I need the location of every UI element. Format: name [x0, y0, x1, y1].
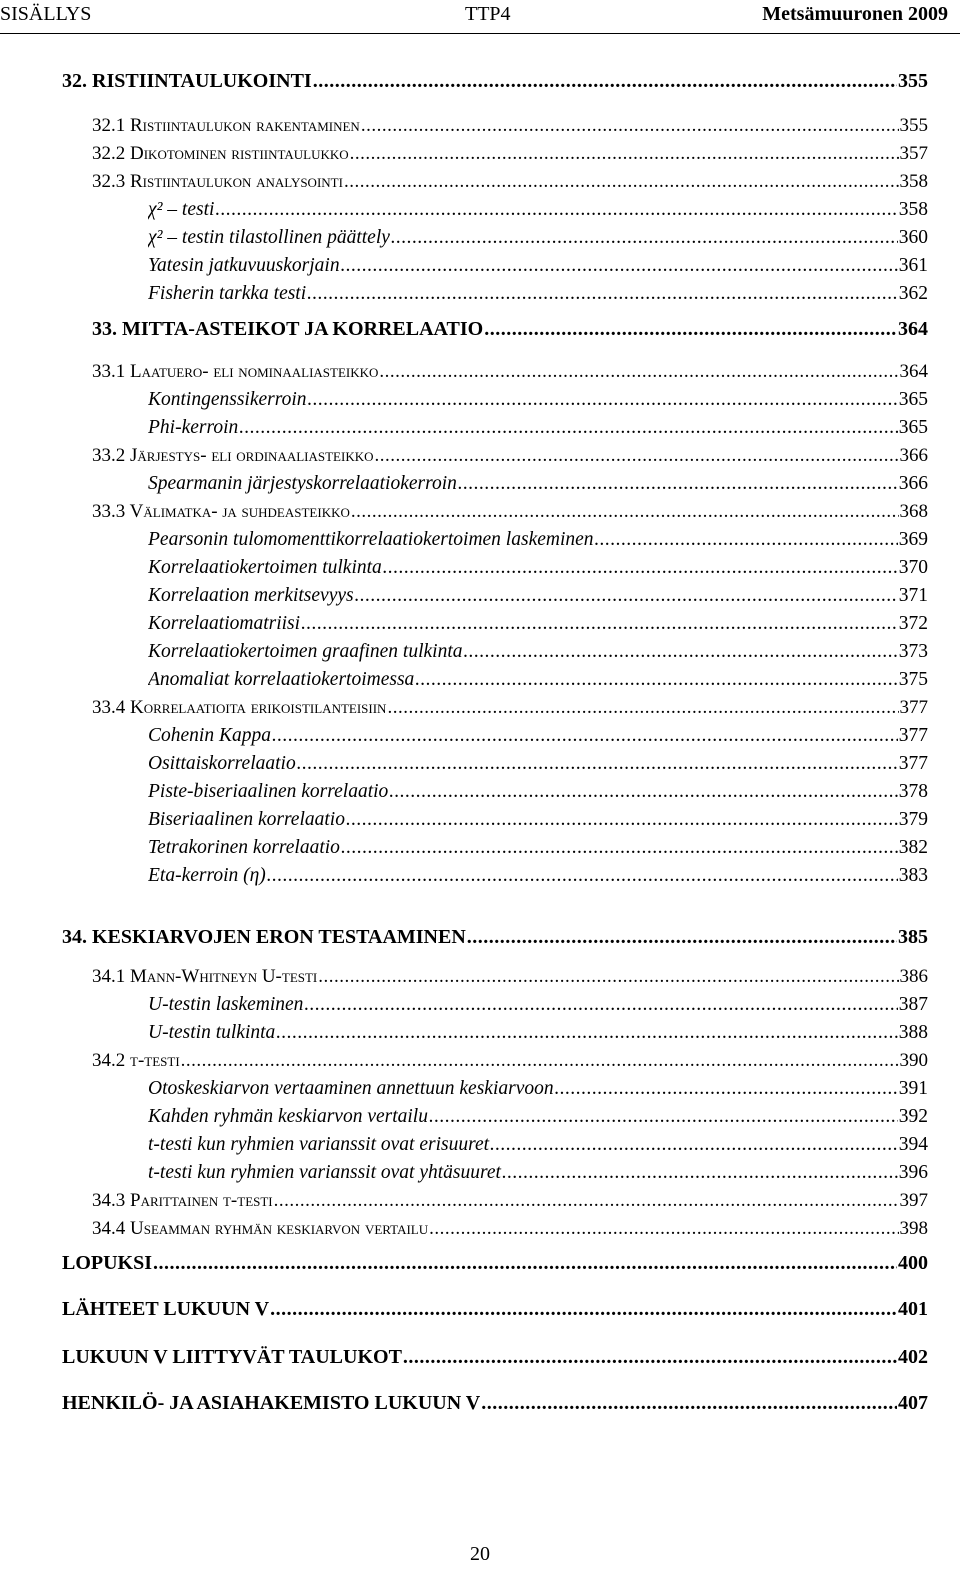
- toc-entry-title: Anomaliat korrelaatiokertoimessa: [148, 669, 415, 690]
- toc-entry[interactable]: [148, 837, 928, 859]
- toc-entry-page: 388: [898, 1022, 928, 1043]
- toc-leader-dots: [153, 1252, 897, 1275]
- toc-entry-page: 369: [898, 529, 928, 550]
- toc-entry[interactable]: [92, 143, 928, 165]
- toc-entry-title: 34.4 Useamman ryhmän keskiarvon vertailu: [92, 1218, 429, 1239]
- toc-leader-dots: [318, 966, 898, 988]
- toc-entry-page: 355: [899, 115, 928, 136]
- toc-entry-page: 390: [899, 1050, 928, 1071]
- toc-entry-title: 32.3 Ristiintaulukon analysointi: [92, 171, 343, 192]
- toc-entry[interactable]: [148, 585, 928, 607]
- toc-entry-page: 400: [898, 1252, 928, 1274]
- toc-leader-dots: [484, 318, 897, 341]
- toc-leader-dots: [215, 199, 897, 221]
- toc-entry[interactable]: [92, 966, 928, 988]
- toc-entry-title: Korrelaation merkitsevyys: [148, 585, 354, 606]
- toc-leader-dots: [481, 1392, 897, 1415]
- toc-entry-title: 32. RISTIINTAULUKOINTI: [62, 70, 312, 92]
- toc-entry-title: Fisherin tarkka testi: [148, 283, 307, 304]
- toc-entry-title: 33.1 Laatuero- eli nominaaliasteikko: [92, 361, 379, 382]
- toc-entry-title: Kontingenssikerroin: [148, 389, 307, 410]
- toc-entry-title: 32.1 Ristiintaulukon rakentaminen: [92, 115, 360, 136]
- toc-entry-title: Korrelaatiokertoimen tulkinta: [148, 557, 382, 578]
- toc-entry-page: 377: [898, 753, 928, 774]
- header-divider: [0, 33, 960, 34]
- toc-entry-page: 373: [898, 641, 928, 662]
- toc-leader-dots: [307, 283, 898, 305]
- toc-entry[interactable]: [148, 669, 928, 691]
- toc-entry-page: 372: [898, 613, 928, 634]
- toc-leader-dots: [490, 1134, 898, 1156]
- toc-leader-dots: [301, 613, 898, 635]
- toc-leader-dots: [429, 1106, 898, 1128]
- toc-leader-dots: [351, 501, 899, 523]
- toc-entry-page: 392: [898, 1106, 928, 1127]
- toc-entry-title: LUKUUN V LIITTYVÄT TAULUKOT: [62, 1346, 402, 1368]
- toc-leader-dots: [297, 753, 898, 775]
- toc-entry-page: 385: [898, 926, 928, 948]
- toc-entry-page: 366: [899, 445, 928, 466]
- toc-leader-dots: [361, 115, 899, 137]
- toc-entry-title: Yatesin jatkuvuuskorjain: [148, 255, 340, 276]
- toc-entry[interactable]: [148, 641, 928, 663]
- toc-entry-title: Kahden ryhmän keskiarvon vertailu: [148, 1106, 428, 1127]
- toc-entry-title: Tetrakorinen korrelaatio: [148, 837, 340, 858]
- toc-entry-page: 364: [899, 361, 928, 382]
- toc-leader-dots: [276, 1022, 897, 1044]
- toc-entry-page: 407: [898, 1392, 928, 1414]
- toc-leader-dots: [383, 557, 898, 579]
- toc-entry-page: 375: [898, 669, 928, 690]
- toc-entry-page: 401: [898, 1298, 928, 1320]
- toc-entry-page: 358: [899, 171, 928, 192]
- toc-entry-title: Cohenin Kappa: [148, 725, 271, 746]
- toc-entry-title: Phi-kerroin: [148, 417, 239, 438]
- toc-entry[interactable]: [148, 199, 928, 221]
- toc-entry-title: 33.3 Välimatka- ja suhdeasteikko: [92, 501, 350, 522]
- toc-entry-page: 397: [899, 1190, 928, 1211]
- toc-entry[interactable]: [92, 1050, 928, 1072]
- toc-entry-page: 364: [898, 318, 928, 340]
- toc-entry-page: 383: [898, 865, 928, 886]
- toc-leader-dots: [313, 70, 897, 93]
- toc-entry-page: 379: [898, 809, 928, 830]
- toc-entry-page: 377: [899, 697, 928, 718]
- toc-entry-page: 377: [898, 725, 928, 746]
- toc-leader-dots: [341, 255, 898, 277]
- header-author-year: Metsämuuronen 2009: [762, 3, 948, 25]
- toc-entry[interactable]: [92, 361, 928, 383]
- toc-entry-title: 32.2 Dikotominen ristiintaulukko: [92, 143, 349, 164]
- toc-entry-page: 360: [898, 227, 928, 248]
- toc-entry[interactable]: [92, 171, 928, 193]
- toc-entry[interactable]: [148, 753, 928, 775]
- toc-entry-title: t-testi kun ryhmien varianssit ovat yhtäsuuret: [148, 1162, 501, 1183]
- toc-leader-dots: [458, 473, 898, 495]
- toc-entry[interactable]: [148, 1022, 928, 1044]
- running-header: [0, 0, 960, 34]
- toc-leader-dots: [403, 1346, 897, 1369]
- toc-entry-title: HENKILÖ- JA ASIAHAKEMISTO LUKUUN V: [62, 1392, 481, 1414]
- toc-leader-dots: [181, 1050, 899, 1072]
- toc-entry[interactable]: [62, 1298, 928, 1321]
- toc-entry[interactable]: [92, 115, 928, 137]
- toc-entry-title: χ² – testin tilastollinen päättely: [148, 227, 390, 248]
- toc-entry[interactable]: [148, 389, 928, 411]
- toc-entry[interactable]: [62, 926, 928, 949]
- toc-entry-page: 387: [898, 994, 928, 1015]
- toc-leader-dots: [464, 641, 898, 663]
- toc-entry-title: Piste-biseriaalinen korrelaatio: [148, 781, 389, 802]
- toc-entry-page: 366: [898, 473, 928, 494]
- header-section-title: SISÄLLYS: [0, 3, 92, 25]
- toc-leader-dots: [379, 361, 898, 383]
- toc-leader-dots: [595, 529, 898, 551]
- toc-leader-dots: [375, 445, 899, 467]
- toc-leader-dots: [341, 837, 898, 859]
- toc-leader-dots: [239, 417, 897, 439]
- toc-entry-page: 370: [898, 557, 928, 578]
- toc-entry-title: Otoskeskiarvon vertaaminen annettuun keskiarvoon: [148, 1078, 554, 1099]
- toc-entry-title: U-testin tulkinta: [148, 1022, 276, 1043]
- toc-entry[interactable]: [148, 473, 928, 495]
- toc-entry-title: t-testi kun ryhmien varianssit ovat erisuuret: [148, 1134, 490, 1155]
- toc-entry[interactable]: [92, 697, 928, 719]
- toc-leader-dots: [502, 1162, 898, 1184]
- toc-entry-title: Korrelaatiokertoimen graafinen tulkinta: [148, 641, 463, 662]
- toc-entry-title: Osittaiskorrelaatio: [148, 753, 296, 774]
- toc-entry-title: Pearsonin tulomomenttikorrelaatiokertoimen laskeminen: [148, 529, 594, 550]
- toc-entry-title: χ² – testi: [148, 199, 215, 220]
- toc-entry[interactable]: [148, 725, 928, 747]
- toc-entry-title: 33.2 Järjestys- eli ordinaaliasteikko: [92, 445, 374, 466]
- toc-entry-title: Korrelaatiomatriisi: [148, 613, 301, 634]
- toc-entry[interactable]: [92, 318, 928, 341]
- toc-entry[interactable]: [148, 1134, 928, 1156]
- toc-entry-page: 382: [898, 837, 928, 858]
- toc-entry-title: U-testin laskeminen: [148, 994, 304, 1015]
- toc-leader-dots: [350, 143, 899, 165]
- toc-entry-title: 34.1 Mann-Whitneyn U-testi: [92, 966, 318, 987]
- toc-leader-dots: [346, 809, 898, 831]
- toc-entry-page: 396: [898, 1162, 928, 1183]
- toc-entry-title: 33. MITTA-ASTEIKOT JA KORRELAATIO: [92, 318, 484, 340]
- toc-leader-dots: [355, 585, 898, 607]
- toc-entry[interactable]: [148, 417, 928, 439]
- toc-entry[interactable]: [148, 255, 928, 277]
- toc-entry[interactable]: [92, 501, 928, 523]
- toc-entry[interactable]: [148, 781, 928, 803]
- toc-entry-page: 402: [898, 1346, 928, 1368]
- toc-entry[interactable]: [148, 529, 928, 551]
- toc-entry[interactable]: [148, 227, 928, 249]
- toc-entry[interactable]: [62, 1252, 928, 1275]
- toc-leader-dots: [308, 389, 898, 411]
- toc-entry[interactable]: [92, 1190, 928, 1212]
- toc-entry-page: 398: [899, 1218, 928, 1239]
- toc-leader-dots: [389, 781, 897, 803]
- toc-entry-page: 365: [898, 417, 928, 438]
- toc-entry-title: 34.2 t-testi: [92, 1050, 180, 1071]
- toc-entry-page: 362: [898, 283, 928, 304]
- toc-entry-page: 391: [898, 1078, 928, 1099]
- toc-leader-dots: [267, 865, 898, 887]
- header-book-code: TTP4: [465, 3, 511, 25]
- toc-leader-dots: [429, 1218, 898, 1240]
- toc-leader-dots: [415, 669, 897, 691]
- toc-leader-dots: [304, 994, 897, 1016]
- toc-entry-page: 361: [898, 255, 928, 276]
- toc-entry[interactable]: [62, 1346, 928, 1369]
- toc-entry[interactable]: [148, 557, 928, 579]
- toc-leader-dots: [467, 926, 897, 949]
- toc-entry-page: 358: [898, 199, 928, 220]
- toc-entry[interactable]: [92, 445, 928, 467]
- toc-entry-title: Spearmanin järjestyskorrelaatiokerroin: [148, 473, 457, 494]
- toc-entry-title: Eta-kerroin (η): [148, 865, 266, 886]
- toc-leader-dots: [391, 227, 898, 249]
- toc-entry-page: 357: [899, 143, 928, 164]
- toc-entry[interactable]: [148, 283, 928, 305]
- toc-entry-title: LÄHTEET LUKUUN V: [62, 1298, 270, 1320]
- toc-entry-title: 34. KESKIARVOJEN ERON TESTAAMINEN: [62, 926, 466, 948]
- toc-entry[interactable]: [62, 1392, 928, 1415]
- toc-leader-dots: [344, 171, 899, 193]
- toc-entry[interactable]: [148, 1106, 928, 1128]
- toc-entry-page: 394: [898, 1134, 928, 1155]
- toc-entry[interactable]: [148, 865, 928, 887]
- toc-entry-page: 378: [898, 781, 928, 802]
- toc-entry[interactable]: [148, 994, 928, 1016]
- toc-entry-title: LOPUKSI: [62, 1252, 153, 1274]
- page-number: 20: [470, 1543, 490, 1565]
- toc-leader-dots: [274, 1190, 899, 1212]
- toc-entry[interactable]: [148, 1162, 928, 1184]
- toc-entry[interactable]: [148, 1078, 928, 1100]
- toc-leader-dots: [555, 1078, 898, 1100]
- toc-entry[interactable]: [92, 1218, 928, 1240]
- toc-entry[interactable]: [62, 70, 928, 93]
- toc-entry-title: 33.4 Korrelaatioita erikoistilanteisiin: [92, 697, 387, 718]
- toc-entry-page: 365: [898, 389, 928, 410]
- toc-entry-page: 386: [899, 966, 928, 987]
- toc-entry-page: 371: [898, 585, 928, 606]
- toc-entry-page: 368: [899, 501, 928, 522]
- toc-entry[interactable]: [148, 613, 928, 635]
- toc-entry-title: Biseriaalinen korrelaatio: [148, 809, 345, 830]
- toc-leader-dots: [387, 697, 898, 719]
- toc-leader-dots: [272, 725, 898, 747]
- toc-entry-page: 355: [898, 70, 928, 92]
- toc-entry[interactable]: [148, 809, 928, 831]
- toc-entry-title: 34.3 Parittainen t-testi: [92, 1190, 273, 1211]
- toc-leader-dots: [270, 1298, 897, 1321]
